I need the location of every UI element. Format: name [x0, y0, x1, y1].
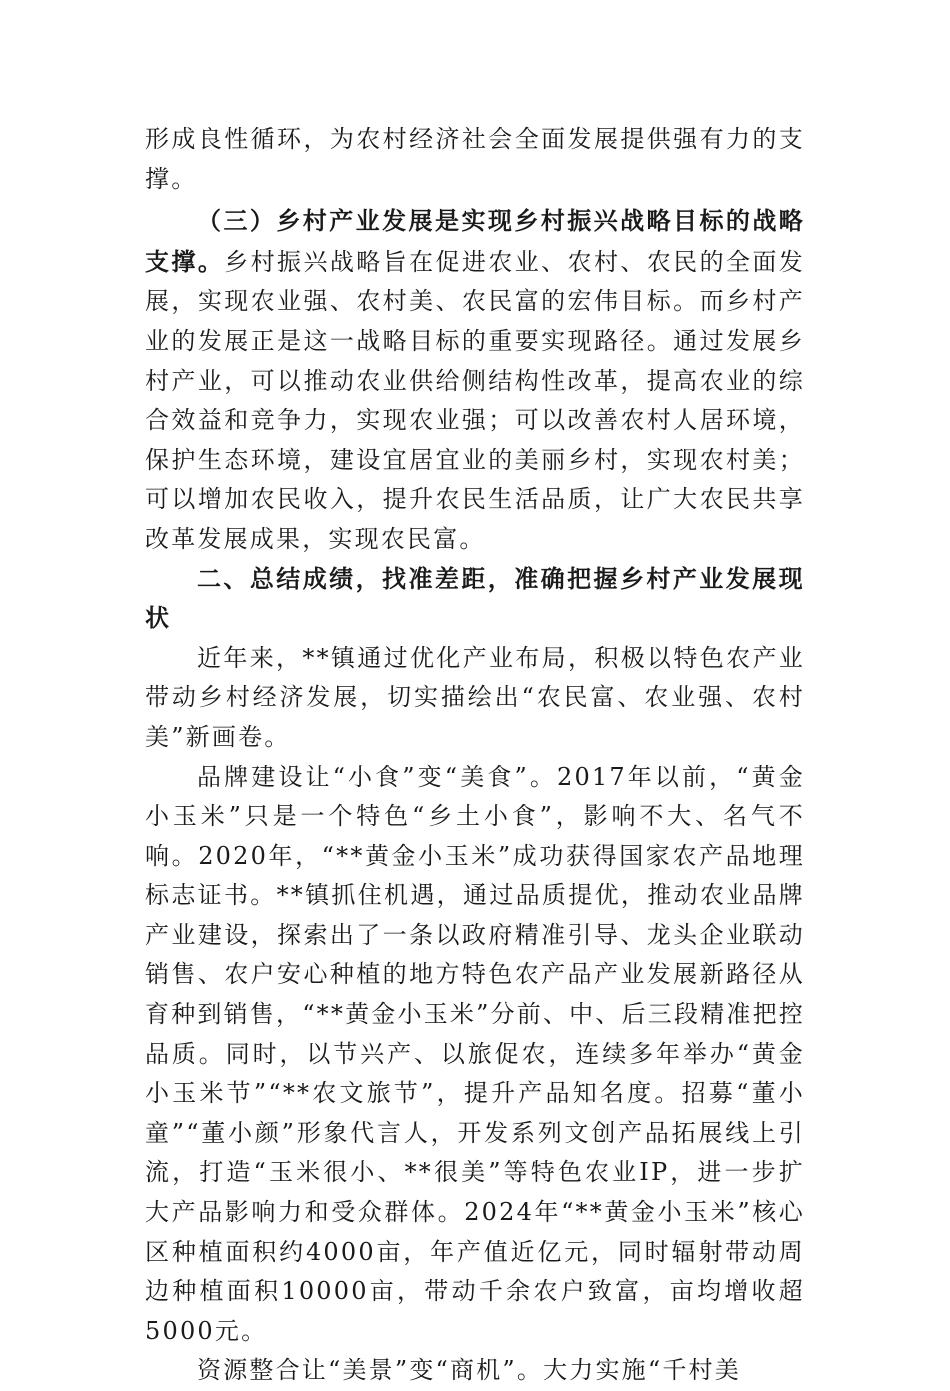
document-body	[145, 120, 805, 1391]
section-three-body: 乡村振兴战略旨在促进农业、农村、农民的全面发展，实现农业强、农村美、农民富的宏伟目标。而乡村产业的发展正是这一战略目标的重要实现路径。通过发展乡村产业，可以推动农业供给侧结构性改革，提高农业的综合效益和竞争力，实现农业强；可以改善农村人居环境，保护生态环境，建设宜居宜业的美丽乡村，实现农村美；可以增加农民收入，提升农民生活品质，让广大农民共享改革发展成果，实现农民富。	[145, 247, 805, 553]
section-three-lead: （三）乡村产业发展是实现乡村振兴战略目标的战略支撑。	[145, 206, 805, 276]
paragraph-continuation: 形成良性循环，为农村经济社会全面发展提供强有力的支撑。	[145, 125, 805, 193]
section-heading-two: 二、总结成绩，找准差距，准确把握乡村产业发展现状	[145, 564, 805, 633]
paragraph-brand-building: 品牌建设让“小食”变“美食”。2017年以前，“黄金小玉米”只是一个特色“乡土小食”，影响不大、名气不响。2020年，“**黄金小玉米”成功获得国家农产品地理标志证书。**镇抓住机遇，通过品质提优，推动农业品牌产业建设，探索出了一条以政府精准引导、龙头企业联动销售、农户安心种植的地方特色农产品产业发展新路径从育种到销售，“**黄金小玉米”分前、中、后三段精准把控品质。同时，以节兴产、以旅促农，连续多年举办“黄金小玉米节”“**农文旅节”，提升产品知名度。招募“董小童”“董小颜”形象代言人，开发系列文创产品拓展线上引流，打造“玉米很小、**很美”等特色农业IP，进一步扩大产品影响力和受众群体。2024年“**黄金小玉米”核心区种植面积约4000亩，年产值近亿元，同时辐射带动周边种植面积10000亩，带动千余农户致富，亩均增收超5000元。	[145, 762, 805, 1345]
paragraph-resource-integration: 资源整合让“美景”变“商机”。大力实施“千村美	[197, 1356, 741, 1385]
paragraph-overview: 近年来，**镇通过优化产业布局，积极以特色农产业带动乡村经济发展，切实描绘出“农民富、农业强、农村美”新画卷。	[145, 643, 805, 751]
paragraph-section-three	[145, 201, 805, 559]
